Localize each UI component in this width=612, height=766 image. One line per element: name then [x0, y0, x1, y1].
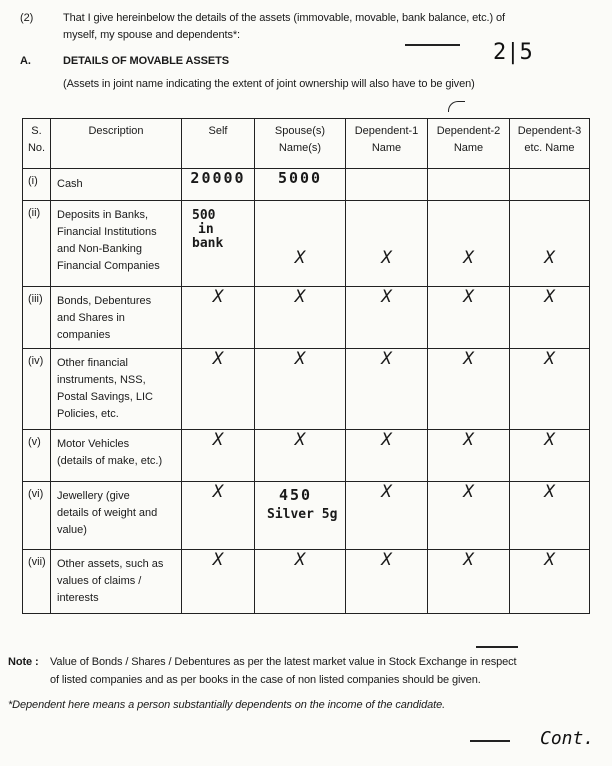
- dep2-value: X: [428, 550, 510, 614]
- pen-stroke: [470, 740, 510, 742]
- row-desc: Other financial instruments, NSS, Postal Savings, LIC Policies, etc.: [51, 349, 182, 430]
- dep2-value: X: [428, 482, 510, 550]
- row-desc: Jewellery (give details of weight and value): [51, 482, 182, 550]
- self-value: X: [182, 430, 255, 482]
- spouse-value: X: [255, 349, 346, 430]
- col-self: Self: [182, 119, 255, 169]
- dep2-value: X: [428, 287, 510, 349]
- self-value: X: [182, 287, 255, 349]
- dep3-value: X: [510, 287, 590, 349]
- row-desc: Cash: [51, 169, 182, 201]
- spouse-value: 450 Silver 5g: [255, 482, 346, 550]
- note-label: Note :: [8, 656, 39, 668]
- table-row: [23, 287, 590, 349]
- dep1-value: X: [346, 349, 428, 430]
- dep2-value: X: [428, 349, 510, 430]
- row-desc: Bonds, Debentures and Shares in companies: [51, 287, 182, 349]
- dep3-value: X: [510, 201, 590, 287]
- col-dependent-2: Dependent-2 Name: [428, 119, 510, 169]
- row-desc: Other assets, such as values of claims / interests: [51, 550, 182, 614]
- self-value: X: [182, 482, 255, 550]
- table-row: [23, 550, 590, 614]
- table-row: [23, 430, 590, 482]
- dep3-value: X: [510, 550, 590, 614]
- dep2-value: [428, 169, 510, 201]
- note-line-2: of listed companies and as per books in the case of non listed companies should be given.: [50, 674, 481, 686]
- footnote: *Dependent here means a person substantially dependents on the income of the candidate.: [8, 699, 446, 711]
- row-sno: (iii): [23, 287, 51, 349]
- section-title: DETAILS OF MOVABLE ASSETS: [63, 55, 229, 67]
- row-sno: (vi): [23, 482, 51, 550]
- row-sno: (vii): [23, 550, 51, 614]
- dep1-value: X: [346, 482, 428, 550]
- col-sno: S. No.: [23, 119, 51, 169]
- row-sno: (v): [23, 430, 51, 482]
- row-desc: Motor Vehicles (details of make, etc.): [51, 430, 182, 482]
- spouse-value: X: [255, 550, 346, 614]
- note-line-1: Value of Bonds / Shares / Debentures as per the latest market value in Stock Exchange in respect: [50, 656, 517, 668]
- col-spouse: Spouse(s) Name(s): [255, 119, 346, 169]
- col-dependent-3: Dependent-3 etc. Name: [510, 119, 590, 169]
- pen-curve: [448, 101, 465, 112]
- intro-number: (2): [20, 12, 34, 24]
- dep1-value: X: [346, 287, 428, 349]
- header-row: [23, 119, 590, 169]
- col-description: Description: [51, 119, 182, 169]
- dep2-value: X: [428, 201, 510, 287]
- row-sno: (iv): [23, 349, 51, 430]
- table-row: [23, 169, 590, 201]
- self-value: 20000: [182, 169, 255, 201]
- dep2-value: X: [428, 430, 510, 482]
- self-value: X: [182, 349, 255, 430]
- section-subtitle: (Assets in joint name indicating the extent of joint ownership will also have to be given): [63, 78, 475, 90]
- intro-line-2: myself, my spouse and dependents*:: [63, 29, 240, 41]
- dep1-value: X: [346, 550, 428, 614]
- col-dependent-1: Dependent-1 Name: [346, 119, 428, 169]
- dep1-value: X: [346, 201, 428, 287]
- intro-line-1: That I give hereinbelow the details of the assets (immovable, movable, bank balance, etc.) of: [63, 12, 505, 24]
- spouse-value: X: [255, 201, 346, 287]
- table-row: [23, 201, 590, 287]
- spouse-value: X: [255, 287, 346, 349]
- dep1-value: [346, 169, 428, 201]
- pen-stroke: [405, 44, 460, 46]
- table-row: [23, 482, 590, 550]
- row-sno: (ii): [23, 201, 51, 287]
- table-row: [23, 349, 590, 430]
- spouse-value: X: [255, 430, 346, 482]
- dep1-value: X: [346, 430, 428, 482]
- self-value: X: [182, 550, 255, 614]
- dep3-value: X: [510, 482, 590, 550]
- movable-assets-table: [22, 118, 590, 614]
- row-desc: Deposits in Banks, Financial Institutions and Non-Banking Financial Companies: [51, 201, 182, 287]
- section-letter: A.: [20, 55, 31, 67]
- spouse-value: 5000: [255, 169, 346, 201]
- dep3-value: X: [510, 430, 590, 482]
- continued-mark: Cont.: [540, 728, 595, 749]
- pen-stroke: [476, 646, 518, 648]
- row-sno: (i): [23, 169, 51, 201]
- self-value: 500 in bank: [182, 201, 255, 287]
- dep3-value: X: [510, 349, 590, 430]
- page-mark: 2|5: [493, 40, 533, 65]
- dep3-value: [510, 169, 590, 201]
